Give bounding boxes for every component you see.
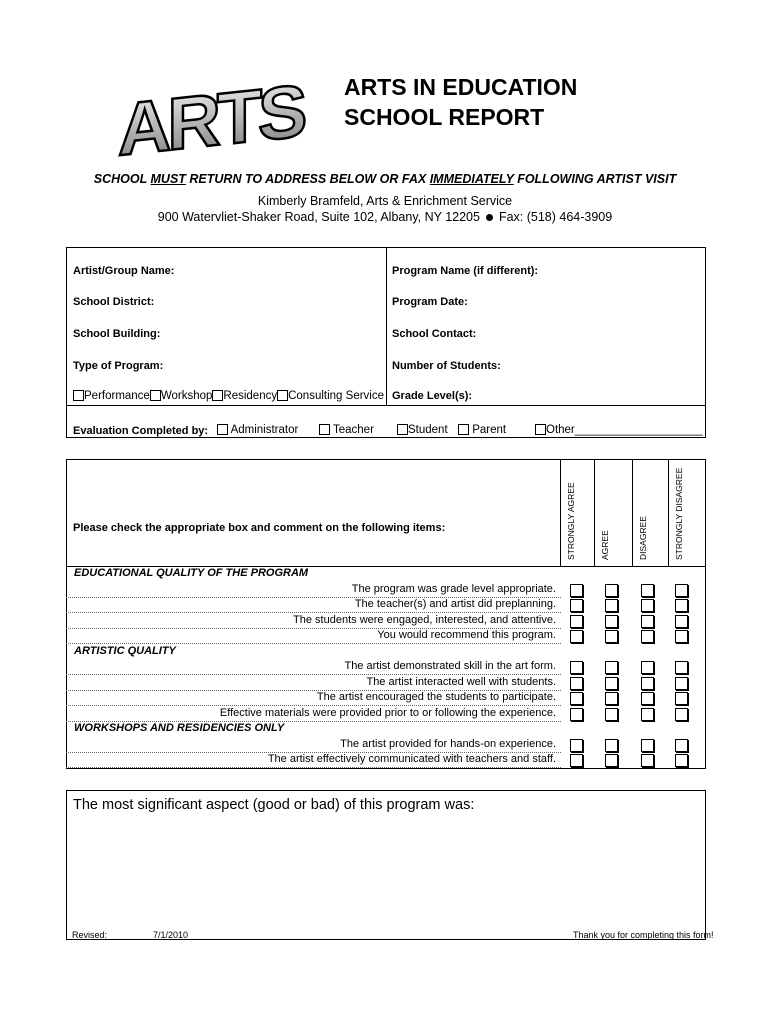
evaluator-parent[interactable]: Parent [458,424,506,436]
column-strongly-agree: STRONGLY AGREE [566,482,576,560]
consulting-service-label: Consulting Service [288,390,384,402]
rating-checkbox[interactable] [641,754,654,767]
rating-item: Effective materials were provided prior to or following the experience. [219,706,556,719]
rating-checkbox[interactable] [641,739,654,752]
arts-logo [112,64,304,172]
school-contact-label[interactable]: School Contact: [392,328,477,340]
rating-checkbox[interactable] [570,754,583,767]
rating-checkbox[interactable] [675,708,688,721]
rating-checkbox[interactable] [605,630,618,643]
rating-checkbox[interactable] [605,599,618,612]
section-title: EDUCATIONAL QUALITY OF THE PROGRAM [74,567,309,579]
rating-checkbox[interactable] [675,692,688,705]
rating-checkbox[interactable] [605,584,618,597]
rating-checkbox[interactable] [641,708,654,721]
rating-instruction: Please check the appropriate box and comment on the following items: [73,522,446,534]
rating-checkbox[interactable] [641,599,654,612]
title-line-1: ARTS IN EDUCATION [344,74,578,100]
return-instruction: SCHOOL MUST RETURN TO ADDRESS BELOW OR FAX IMMEDIATELY FOLLOWING ARTIST VISIT [93,172,677,186]
rating-checkbox[interactable] [641,630,654,643]
school-building-label[interactable]: School Building: [73,328,161,340]
rating-item: The program was grade level appropriate. [351,582,556,595]
consulting-service-checkbox[interactable] [277,390,288,401]
residency-checkbox[interactable] [212,390,223,401]
rating-checkbox[interactable] [605,692,618,705]
workshop-label: Workshop [160,390,213,402]
rating-item: The artist effectively communicated with teachers and staff. [267,753,556,765]
evaluator-student[interactable]: Student [397,424,448,436]
grade-levels-label[interactable]: Grade Level(s): [392,390,473,402]
performance-label: Performance [84,390,150,402]
rating-checkbox[interactable] [641,677,654,690]
residency-label: Residency [223,390,278,402]
rating-checkbox[interactable] [675,754,688,767]
comments-prompt: The most significant aspect (good or bad) of this program was: [73,797,475,813]
rating-checkbox[interactable] [675,661,688,674]
rating-checkbox[interactable] [641,615,654,628]
column-divider [668,459,669,566]
workshop-checkbox[interactable] [150,390,161,401]
column-divider [594,459,595,566]
rating-checkbox[interactable] [570,615,583,628]
rating-checkbox[interactable] [570,739,583,752]
section-title: ARTISTIC QUALITY [74,644,176,657]
rating-item: The artist interacted well with students. [366,675,556,688]
info-divider [386,247,387,405]
teacher-checkbox[interactable] [319,424,330,435]
student-checkbox[interactable] [397,424,408,435]
rating-checkbox[interactable] [641,584,654,597]
rating-checkbox[interactable] [605,754,618,767]
school-district-label[interactable]: School District: [73,296,155,308]
rating-checkbox[interactable] [605,739,618,752]
rating-checkbox[interactable] [570,630,583,643]
thank-you-note: Thank you for completing this form! [573,930,714,940]
rating-checkbox[interactable] [570,661,583,674]
column-agree: AGREE [600,530,610,560]
rating-item: The artist encouraged the students to participate. [316,691,556,703]
rating-checkbox[interactable] [605,677,618,690]
rating-checkbox[interactable] [605,708,618,721]
program-name-label[interactable]: Program Name (if different): [392,265,539,277]
performance-checkbox[interactable] [73,390,84,401]
title-line-2: SCHOOL REPORT [344,104,545,130]
parent-checkbox[interactable] [458,424,469,435]
rating-checkbox[interactable] [675,739,688,752]
rating-item: The artist demonstrated skill in the art form. [344,660,556,672]
rating-checkbox[interactable] [675,615,688,628]
artist-group-name-label[interactable]: Artist/Group Name: [73,265,175,277]
rating-checkbox[interactable] [570,692,583,705]
info-row-divider [66,405,706,406]
program-date-label[interactable]: Program Date: [392,296,468,308]
rating-checkbox[interactable] [605,661,618,674]
rating-checkbox[interactable] [570,708,583,721]
program-type-options [73,390,384,402]
number-of-students-label[interactable]: Number of Students: [392,360,501,372]
rating-checkbox[interactable] [641,692,654,705]
rating-checkbox[interactable] [641,661,654,674]
revised-date: 7/1/2010 [153,930,189,940]
rating-checkbox[interactable] [570,599,583,612]
evaluator-administrator[interactable]: Administrator [217,424,298,436]
rating-item: You would recommend this program. [377,629,556,641]
type-of-program-label: Type of Program: [73,360,164,372]
rating-checkbox[interactable] [675,677,688,690]
other-checkbox[interactable] [535,424,546,435]
revised-label: Revised: [72,930,108,940]
rating-checkbox[interactable] [675,584,688,597]
column-divider [560,459,561,566]
column-divider [632,459,633,566]
rating-checkbox[interactable] [675,630,688,643]
rating-item: The students were engaged, interested, and attentive. [293,613,556,626]
evaluator-teacher[interactable]: Teacher [319,424,374,436]
rating-checkbox[interactable] [570,584,583,597]
administrator-checkbox[interactable] [217,424,228,435]
rating-checkbox[interactable] [605,615,618,628]
section-title: WORKSHOPS AND RESIDENCIES ONLY [74,722,285,734]
column-disagree: DISAGREE [638,516,648,560]
contact-line: Kimberly Bramfeld, Arts & Enrichment Service [257,194,513,208]
address-line: 900 Watervliet-Shaker Road, Suite 102, Albany, NY 12205 Fax: (518) 464-3909 [157,210,613,224]
evaluator-other[interactable]: Other____________________ [535,424,703,436]
logo-text: ARTS [118,69,304,172]
rating-item: The teacher(s) and artist did preplanning. [354,598,556,610]
column-strongly-disagree: STRONGLY DISAGREE [674,467,684,560]
rating-item: The artist provided for hands-on experience. [340,737,556,750]
rating-checkbox[interactable] [675,599,688,612]
bullet-icon [486,214,493,221]
rating-checkbox[interactable] [570,677,583,690]
page-title [344,72,577,132]
row-divider [66,767,561,768]
evaluation-completed-by-label: Evaluation Completed by: [73,425,209,437]
